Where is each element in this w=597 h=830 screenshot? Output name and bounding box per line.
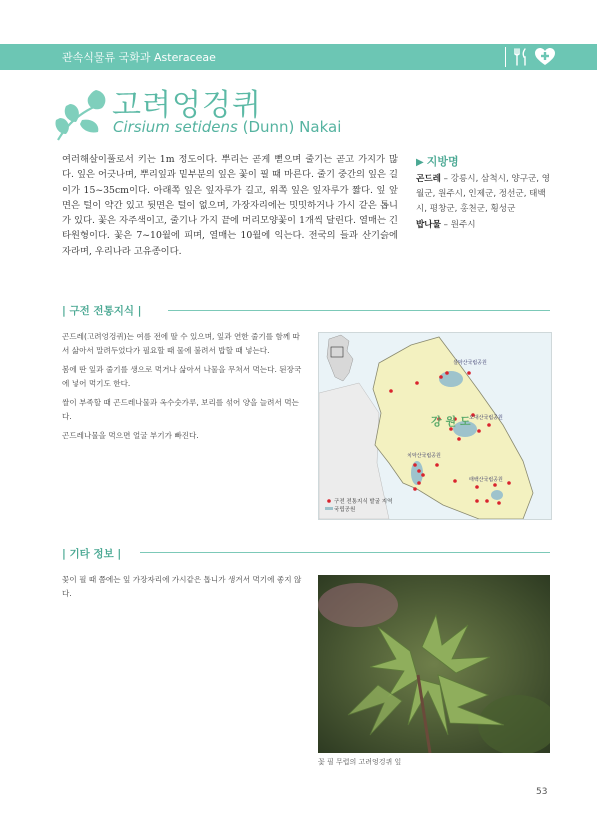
heart-plus-icon — [534, 47, 556, 67]
paragraph: 곤드레(고려엉겅퀴)는 여름 전에 딸 수 있으며, 잎과 연한 줄기를 함께 따서 삶아서 말려두었다가 필요할 때 물에 불려서 밥할 때 넣는다. — [62, 332, 300, 355]
province-label: 강 원 도 — [431, 415, 471, 428]
traditional-knowledge-title: | 구전 전통지식 | — [62, 305, 142, 317]
paragraph: 쌀이 부족할 때 곤드레나물과 옥수숫가루, 보리를 섞어 양을 늘려서 먹는다. — [62, 398, 299, 421]
species-description: 여러해살이풀로서 키는 1m 정도이다. 뿌리는 곧게 뻗으며 줄기는 곧고 가지가 많다. 잎은 어긋나며, 뿌리잎과 밑부분의 잎은 꽃이 필 때 마른다. 줄기 중간의 잎은 길이가 15~35cm이다. 아래쪽 잎은 잎자루가 길고, 위쪽 잎은 잎자루가 짧다. 잎 앞면은 털이 약간 있고 뒷면은 털이 없으며, 가장자리에는 밋밋하거나 가시 같은 톱니가 있다. 꽃은 자주색이고, 줄기나 가지 끝에 머리모양꽃이 1개씩 달린다. 열매는 긴 타원형이다. 꽃은 7~10월에 피며, 열매는 10월에 익는다. 전국의 들과 산기슭에 자라며, 우리나라 고유종이다. — [62, 154, 398, 257]
legend-park-swatch — [325, 507, 333, 510]
park-shape — [439, 371, 463, 387]
species-korean-name: 고려엉겅퀴 — [112, 88, 262, 123]
page-number: 53 — [536, 787, 548, 797]
distribution-map — [318, 332, 552, 520]
plant-photo-illustration — [318, 575, 550, 753]
park-label: 치악산국립공원 — [407, 453, 441, 459]
korea-inset — [327, 335, 353, 381]
header-divider — [505, 47, 506, 67]
section-divider — [168, 310, 550, 311]
other-info-title: | 기타 정보 | — [62, 548, 122, 560]
paragraph: 곤드레나물을 먹으면 얼굴 부기가 빠진다. — [62, 431, 199, 440]
plant-photo — [318, 575, 550, 753]
distribution-map-svg — [319, 333, 551, 519]
park-label: 오대산국립공원 — [469, 415, 503, 421]
other-info-text: 꽃이 필 때 쯤에는 잎 가장자리에 가시같은 톱니가 생겨서 먹기에 좋지 않다. — [62, 575, 302, 598]
park-label: 태백산국립공원 — [469, 477, 503, 483]
header-category: 관속식물류 국화과 Asteraceae — [62, 51, 216, 64]
paragraph: 봄에 딴 잎과 줄기를 생으로 먹거나 삶아서 나물을 무쳐서 먹는다. 된장국에 넣어 먹기도 한다. — [62, 365, 302, 388]
park-shape — [411, 461, 423, 485]
section-divider — [140, 552, 550, 553]
scientific-genus-species: Cirsium setidens — [113, 118, 238, 136]
leaf-logo-icon — [52, 84, 110, 144]
local-names-list — [416, 172, 556, 233]
fork-knife-icon — [514, 47, 528, 67]
local-names-heading: ▶ 지방명 — [416, 155, 459, 168]
park-shape — [491, 490, 503, 500]
local-name-entry: 곤드레 – 강릉시, 삼척시, 양구군, 영월군, 원주시, 인제군, 정선군, 태백시, 평창군, 홍천군, 횡성군 — [416, 174, 551, 215]
traditional-knowledge-text — [62, 330, 304, 448]
photo-caption: 꽃 필 무렵의 고려엉겅퀴 잎 — [318, 758, 402, 766]
legend-label: 국립공원 — [334, 507, 356, 513]
triangle-right-icon: ▶ — [416, 157, 424, 168]
header-icons — [505, 46, 556, 68]
legend-dot-icon — [327, 499, 331, 503]
park-label: 설악산국립공원 — [453, 360, 487, 366]
species-scientific-name — [113, 118, 341, 136]
local-name-entry: 밥나물 – 원주시 — [416, 219, 476, 230]
scientific-author: (Dunn) Nakai — [242, 118, 342, 136]
legend-label: 구전 전통지식 발굴 지역 — [334, 499, 393, 505]
